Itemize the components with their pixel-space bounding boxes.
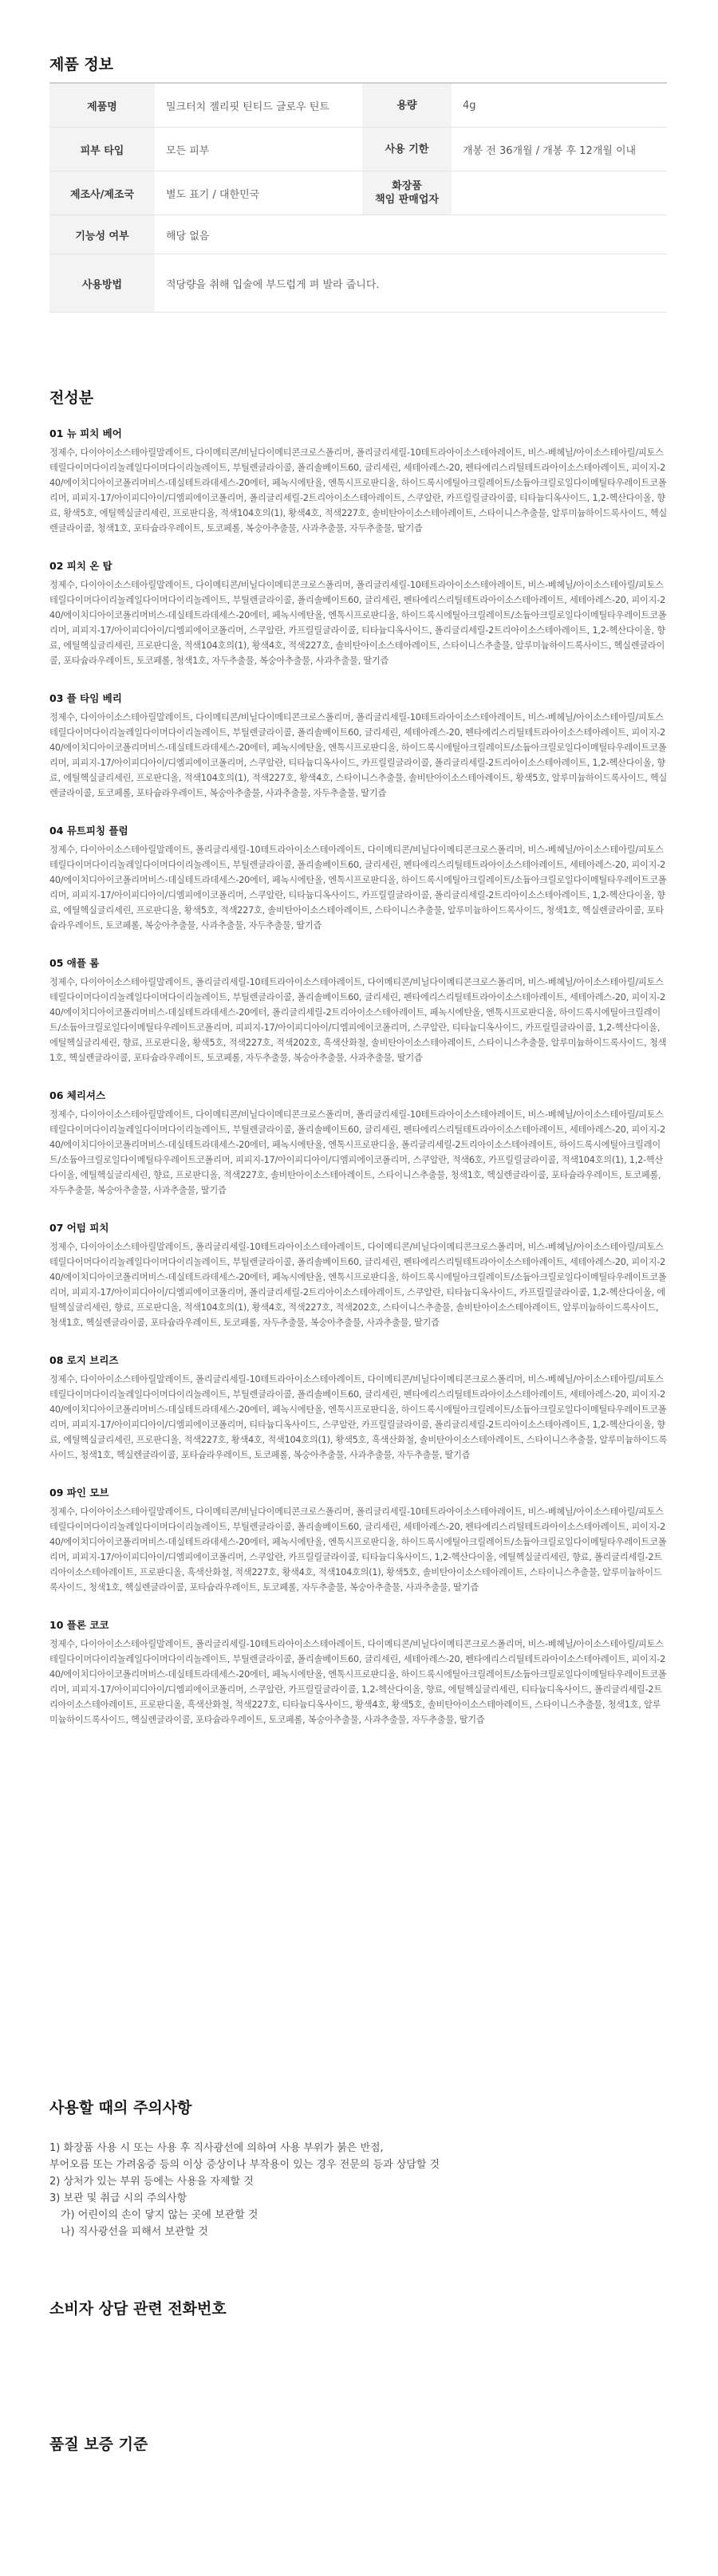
info-value: 모든 피부 xyxy=(155,128,362,171)
ingredient-text: 정제수, 다이아이소스테아릴말레이트, 다이메티콘/비닐다이메티콘크로스폴리머, 폴리글리세릴-10테트라아이소스테아레이트, 비스-베헤닐/아이소스테아릴/피토스테릴다이머다이리놀레일다이머다이리놀레이트, 부틸렌글라이콜, 폴리솔베이트60, 글리세린, 세테아레스-20, 펜타에리스리틸테트라아이소스테아레이트, 피이지-240/에이치디아이코폴리머비스-데실테트라데세스-20에터, 페녹시에탄올, 엔톡시프로판디올, 하이드록시에틸아크릴레이트/소듐아크릴로일다이메틸타우레이트코폴리머, 피피지-17/아이피디아이/디엠피에이코폴리머, 스쿠알란, 카프릴릴글라이콜, 티타늄디옥사이드, 1,2-헥산다이올, 에틸헥실글리세린, 향료, 폴리글리세릴-2트리아이소스테아레이트, 프로판디올, 흑색산화철, 적색227호, 황색4호, 적색104호의(1), 황색5호, 솔비탄아이소스테아레이트, 스타이니스추출물, 알루미늄하이드록사이드, 청색1호, 헥실렌글라이콜, 포타슘라우레이트, 토코페롤, 자두추출물, 복숭아추출물, 사과추출물, 딸기즙 xyxy=(49,1507,667,1593)
info-label: 기능성 여부 xyxy=(49,215,155,254)
info-label: 용량 xyxy=(362,83,452,128)
ingredient-block xyxy=(49,823,669,933)
ingredient-block xyxy=(49,426,669,536)
consumer-phone-title: 소비자 상담 관련 전화번호 xyxy=(49,2300,227,2318)
ingredient-block xyxy=(49,1617,669,1727)
info-label: 제품명 xyxy=(49,83,155,128)
info-row xyxy=(49,215,667,254)
ingredient-block xyxy=(49,955,669,1065)
shade-name: 05 애플 롬 xyxy=(49,957,100,969)
ingredients-title: 전성분 xyxy=(49,389,94,407)
caution-list xyxy=(49,2140,669,2240)
shade-name: 01 뉴 피치 베어 xyxy=(49,427,122,439)
shade-name: 02 피치 온 탑 xyxy=(49,560,112,572)
info-value: 개봉 전 36개월 / 개봉 후 12개월 이내 xyxy=(452,128,667,171)
info-row xyxy=(49,171,667,215)
ingredient-text: 정제수, 다이아이소스테아릴말레이트, 폴리글리세릴-10테트라아이소스테아레이트, 다이메티콘/비닐다이메티콘크로스폴리머, 비스-베헤닐/아이소스테아릴/피토스테릴다이머다이리놀레일다이머다이리놀레이트, 부틸렌글라이콜, 폴리솔베이트60, 글리세린, 펜타에리스리틸테트라아이소스테아레이트, 세테아레스-20, 피이지-240/에이치디아이코폴리머비스-데실테트라데세스-20에터, 페녹시에탄올, 엔톡시프로판디올, 하이드록시에틸아크릴레이트/소듐아크릴로일다이메틸타우레이트코폴리머, 피피지-17/아이피디아이/디엠피에이코폴리머, 티타늄디옥사이드, 스쿠알란, 카프릴릴글라이콜, 폴리글리세릴-2트리아이소스테아레이트, 1,2-헥산다이올, 향료, 에틸헥실글리세린, 프로판디올, 적색227호, 황색4호, 적색104호의(1), 황색5호, 흑색산화철, 솔비탄아이소스테아레이트, 스타이니스추출물, 알루미늄하이드록사이드, 청색1호, 헥실렌글라이콜, 포타슘라우레이트, 토코페롤, 복숭아추출물, 사과추출물, 자두추출물, 딸기즙 xyxy=(49,1374,668,1460)
caution-title: 사용할 때의 주의사항 xyxy=(49,2099,192,2117)
info-label: 제조사/제조국 xyxy=(49,171,155,215)
ingredient-block xyxy=(49,558,669,668)
caution-line: 3) 보관 및 취급 시의 주의사항 xyxy=(49,2192,187,2204)
caution-line: 가) 어린이의 손이 닿지 않는 곳에 보관할 것 xyxy=(61,2209,258,2221)
shade-name: 09 파인 모브 xyxy=(49,1487,109,1499)
ingredient-block xyxy=(49,1485,669,1595)
info-value xyxy=(452,171,667,215)
shade-name: 03 플 타임 베리 xyxy=(49,692,122,704)
info-value: 해당 없음 xyxy=(155,215,667,254)
product-info-table xyxy=(49,82,667,313)
info-value: 밀크터치 젤리핏 틴티드 글로우 틴트 xyxy=(155,83,362,128)
ingredient-text: 정제수, 다이아이소스테아릴말레이트, 폴리글리세릴-10테트라아이소스테아레이트, 다이메티콘/비닐다이메티콘크로스폴리머, 비스-베헤닐/아이소스테아릴/피토스테릴다이머다이리놀레일다이머다이리놀레이트, 부틸렌글라이콜, 폴리솔베이트60, 글리세린, 펜타에리스리틸테트라아이소스테아레이트, 세테아레스-20, 피이지-240/에이치디아이코폴리머비스-데실테트라데세스-20에터, 페녹시에탄올, 엔톡시프로판디올, 하이드록시에틸아크릴레이트/소듐아크릴로일다이메틸타우레이트코폴리머, 피피지-17/아이피디아이/디엠피에이코폴리머, 스쿠알란, 티타늄디옥사이드, 카프릴릴글라이콜, 폴리글리세릴-2트리아이소스테아레이트, 1,2-헥산다이올, 향료, 에틸헥실글리세린, 프로판디올, 황색5호, 적색227호, 솔비탄아이소스테아레이트, 스타이니스추출물, 알루미늄하이드록사이드, 청색1호, 헥실렌글라이콜, 포타슘라우레이트, 토코페롤, 복숭아추출물, 사과추출물, 자두추출물, 딸기즙 xyxy=(49,845,667,931)
ingredient-text: 정제수, 다이아이소스테아릴말레이트, 폴리글리세릴-10테트라아이소스테아레이트, 다이메티콘/비닐다이메티콘크로스폴리머, 비스-베헤닐/아이소스테아릴/피토스테릴다이머다이리놀레일다이머다이리놀레이트, 부틸렌글라이콜, 폴리솔베이트60, 글리세린, 펜타에리스리틸테트라아이소스테아레이트, 세테아레스-20, 피이지-240/에이치디아이코폴리머비스-데실테트라데세스-20에터, 폴리글리세릴-2트리아이소스테아레이트, 페녹시에탄올, 엔톡시프로판디올, 하이드록시에틸아크릴레이트/소듐아크릴로일다이메틸타우레이트코폴리머, 피피지-17/아이피디아이/디엠피에이코폴리머, 스쿠알란, 티타늄디옥사이드, 카프릴릴글라이콜, 1,2-헥산다이올, 에틸헥실글리세린, 향료, 프로판디올, 황색5호, 적색227호, 적색202호, 흑색산화철, 솔비탄아이소스테아레이트, 스타이니스추출물, 알루미늄하이드록사이드, 청색1호, 헥실렌글라이콜, 포타슘라우레이트, 토코페롤, 자두추출물, 복숭아추출물, 사과추출물, 딸기즙 xyxy=(49,977,667,1063)
info-label: 사용 기한 xyxy=(362,128,452,171)
caution-line: 2) 상처가 있는 부위 등에는 사용을 자제할 것 xyxy=(49,2176,254,2188)
caution-line: 부어오름 또는 가려움증 등의 이상 증상이나 부작용이 있는 경우 전문의 등과 상담할 것 xyxy=(49,2159,440,2171)
info-value: 별도 표기 / 대한민국 xyxy=(155,171,362,215)
caution-line: 나) 직사광선을 피해서 보관할 것 xyxy=(61,2226,208,2238)
ingredient-text: 정제수, 다이아이소스테아릴말레이트, 다이메티콘/비닐다이메티콘크로스폴리머, 폴리글리세릴-10테트라아이소스테아레이트, 비스-베헤닐/아이소스테아릴/피토스테릴다이머다이리놀레일다이머다이리놀레이트, 부틸렌글라이콜, 폴리솔베이트60, 글리세린, 세테아레스-20, 펜타에리스리틸테트라아이소스테아레이트, 피이지-240/에이치디아이코폴리머비스-데실테트라데세스-20에터, 페녹시에탄올, 엔톡시프로판디올, 하이드록시에틸아크릴레이트/소듐아크릴로일다이메틸타우레이트코폴리머, 피피지-17/아이피디아이/디엠피에이코폴리머, 스쿠알란, 티타늄디옥사이드, 카프릴릴글라이콜, 폴리글리세릴-2트리아이소스테아레이트, 1,2-헥산다이올, 향료, 에틸헥실글리세린, 프로판디올, 적색104호의(1), 적색227호, 황색4호, 스타이니스추출물, 솔비탄아이소스테아레이트, 황색5호, 알루미늄하이드록사이드, 헥실렌글라이콜, 토코페롤, 포타슘라우레이트, 복숭아추출물, 사과추출물, 자두추출물, 딸기즙 xyxy=(49,712,668,798)
ingredient-text: 정제수, 다이아이소스테아릴말레이트, 폴리글리세릴-10테트라아이소스테아레이트, 다이메티콘/비닐다이메티콘크로스폴리머, 비스-베헤닐/아이소스테아릴/피토스테릴다이머다이리놀레일다이머다이리놀레이트, 부틸렌글라이콜, 폴리솔베이트60, 글리세린, 세테아레스-20, 펜타에리스리틸테트라아이소스테아레이트, 피이지-240/에이치디아이코폴리머비스-데실테트라데세스-20에터, 페녹시에탄올, 엔톡시프로판디올, 하이드록시에틸아크릴레이트/소듐아크릴로일다이메틸타우레이트코폴리머, 피피지-17/아이피디아이/디엠피에이코폴리머, 스쿠알란, 카프릴릴글라이콜, 1,2-헥산다이올, 향료, 에틸헥실글리세린, 티타늄디옥사이드, 폴리글리세릴-2트리아이소스테아레이트, 프로판디올, 흑색산화철, 적색227호, 티타늄디옥사이드, 황색4호, 황색5호, 솔비탄아이소스테아레이트, 스타이니스추출물, 청색1호, 알루미늄하이드록사이드, 헥실렌글라이콜, 포타슘라우레이트, 토코페롤, 복숭아추출물, 사과추출물, 자두추출물, 딸기즙 xyxy=(49,1639,667,1725)
ingredient-text: 정제수, 다이아이소스테아릴말레이트, 다이메티콘/비닐다이메티콘크로스폴리머, 폴리글리세릴-10테트라아이소스테아레이트, 비스-베헤닐/아이소스테아릴/피토스테릴다이머다이리놀레일다이머다이리놀레이트, 부틸렌글라이콜, 폴리솔베이트60, 글리세린, 펜타에리스리틸테트라아이소스테아레이트, 세테아레스-20, 피이지-240/에이치디아이코폴리머비스-데실테트라데세스-20에터, 페녹시에탄올, 엔톡시프로판디올, 폴리글리세릴-2트리아이소스테아레이트, 하이드록시에틸아크릴레이트/소듐아크릴로일다이메틸타우레이트코폴리머, 피피지-17/아이피디아이/디엠피에이코폴리머, 스쿠알란, 적색6호, 카프릴릴글라이콜, 적색104호의(1), 1,2-헥산다이올, 에틸헥실글리세린, 향료, 프로판디올, 적색227호, 솔비탄아이소스테아레이트, 스타이니스추출물, 청색1호, 헥실렌글라이콜, 포타슘라우레이트, 토코페롤, 자두추출물, 복숭아추출물, 사과추출물, 딸기즙 xyxy=(49,1109,666,1195)
ingredient-list xyxy=(49,426,669,1750)
info-label: 사용방법 xyxy=(49,254,155,313)
info-row xyxy=(49,254,667,313)
info-value: 적당량을 취해 입술에 부드럽게 펴 발라 줍니다. xyxy=(155,254,667,313)
caution-line: 1) 화장품 사용 시 또는 사용 후 직사광선에 의하여 사용 부위가 붉은 반점, xyxy=(49,2142,384,2154)
shade-name: 06 체리셔스 xyxy=(49,1089,106,1101)
ingredient-block xyxy=(49,1088,669,1198)
ingredient-block xyxy=(49,691,669,801)
ingredient-text: 정제수, 다이아이소스테아릴말레이트, 다이메티콘/비닐다이메티콘크로스폴리머, 폴리글리세릴-10테트라아이소스테아레이트, 비스-베헤닐/아이소스테아릴/피토스테릴다이머다이리놀레일다이머다이리놀레이트, 부틸렌글라이콜, 폴리솔베이트60, 글리세린, 펜타에리스리틸테트라아이소스테아레이트, 세테아레스-20, 피이지-240/에이치디아이코폴리머비스-데실테트라데세스-20에터, 페녹시에탄올, 엔톡시프로판디올, 하이드록시에틸아크릴레이트/소듐아크릴로일다이메틸타우레이트코폴리머, 피피지-17/아이피디아이/디엠피에이코폴리머, 스쿠알란, 카프릴릴글라이콜, 티타늄디옥사이드, 폴리글리세릴-2트리아이소스테아레이트, 1,2-헥산다이올, 향료, 에틸헥실글리세린, 프로판디올, 적색104호의(1), 황색4호, 적색227호, 솔비탄아이소스테아레이트, 스타이니스추출물, 알루미늄하이드록사이드, 헥실렌글라이콜, 포타슘라우레이트, 토코페롤, 청색1호, 자두추출물, 복숭아추출물, 사과추출물, 딸기즙 xyxy=(49,580,667,666)
info-label: 피부 타입 xyxy=(49,128,155,171)
shade-name: 08 로지 브리즈 xyxy=(49,1354,119,1366)
shade-name: 07 어텀 피치 xyxy=(49,1222,109,1234)
ingredient-text: 정제수, 다이아이소스테아릴말레이트, 다이메티콘/비닐다이메티콘크로스폴리머, 폴리글리세릴-10테트라아이소스테아레이트, 비스-베헤닐/아이소스테아릴/피토스테릴다이머다이리놀레일다이머다이리놀레이트, 부틸렌글라이콜, 폴리솔베이트60, 글리세린, 세테아레스-20, 펜타에리스리틸테트라아이소스테아레이트, 피이지-240/에이치디아이코폴리머비스-데실테트라데세스-20에터, 페녹시에탄올, 엔톡시프로판디올, 하이드록시에틸아크릴레이트/소듐아크릴로일다이메틸타우레이트코폴리머, 피피지-17/아이피디아이/디엠피에이코폴리머, 폴리글리세릴-2트리아이소스테아레이트, 스쿠알란, 카프릴릴글라이콜, 티타늄디옥사이드, 1,2-헥산다이올, 향료, 황색5호, 에틸헥실글리세린, 프로판디올, 적색104호의(1), 황색4호, 적색227호, 솔비탄아이소스테아레이트, 스타이니스추출물, 알루미늄하이드록사이드, 헥실렌글라이콜, 청색1호, 포타슘라우레이트, 토코페롤, 복숭아추출물, 사과추출물, 자두추출물, 딸기즙 xyxy=(49,447,668,534)
quality-standard-title: 품질 보증 기준 xyxy=(49,2436,148,2453)
info-label: 화장품 책임 판매업자 xyxy=(362,171,452,215)
ingredient-block xyxy=(49,1220,669,1330)
product-info-title: 제품 정보 xyxy=(49,56,114,73)
info-row xyxy=(49,83,667,128)
info-row xyxy=(49,128,667,171)
info-value: 4g xyxy=(452,83,667,128)
ingredient-block xyxy=(49,1353,669,1463)
ingredient-text: 정제수, 다이아이소스테아릴말레이트, 폴리글리세릴-10테트라아이소스테아레이트, 다이메티콘/비닐다이메티콘크로스폴리머, 비스-베헤닐/아이소스테아릴/피토스테릴다이머다이리놀레일다이머다이리놀레이트, 부틸렌글라이콜, 폴리솔베이트60, 글리세린, 펜타에리스리틸테트라아이소스테아레이트, 세테아레스-20, 피이지-240/에이치디아이코폴리머비스-데실테트라데세스-20에터, 페녹시에탄올, 엔톡시프로판디올, 하이드록시에틸아크릴레이트/소듐아크릴로일다이메틸타우레이트코폴리머, 피피지-17/아이피디아이/디엠피에이코폴리머, 폴리글리세릴-2트리아이소스테아레이트, 스쿠알란, 티타늄디옥사이드, 카프릴릴글라이콜, 1,2-헥산다이올, 에틸헥실글리세린, 향료, 프로판디올, 적색104호의(1), 황색4호, 적색227호, 적색202호, 스타이니스추출물, 솔비탄아이소스테아레이트, 알루미늄하이드록사이드, 청색1호, 헥실렌글라이콜, 포타슘라우레이트, 토코페롤, 자두추출물, 복숭아추출물, 사과추출물, 딸기즙 xyxy=(49,1242,667,1328)
shade-name: 04 뮤트피칭 플럼 xyxy=(49,825,128,837)
shade-name: 10 플론 코코 xyxy=(49,1619,109,1631)
